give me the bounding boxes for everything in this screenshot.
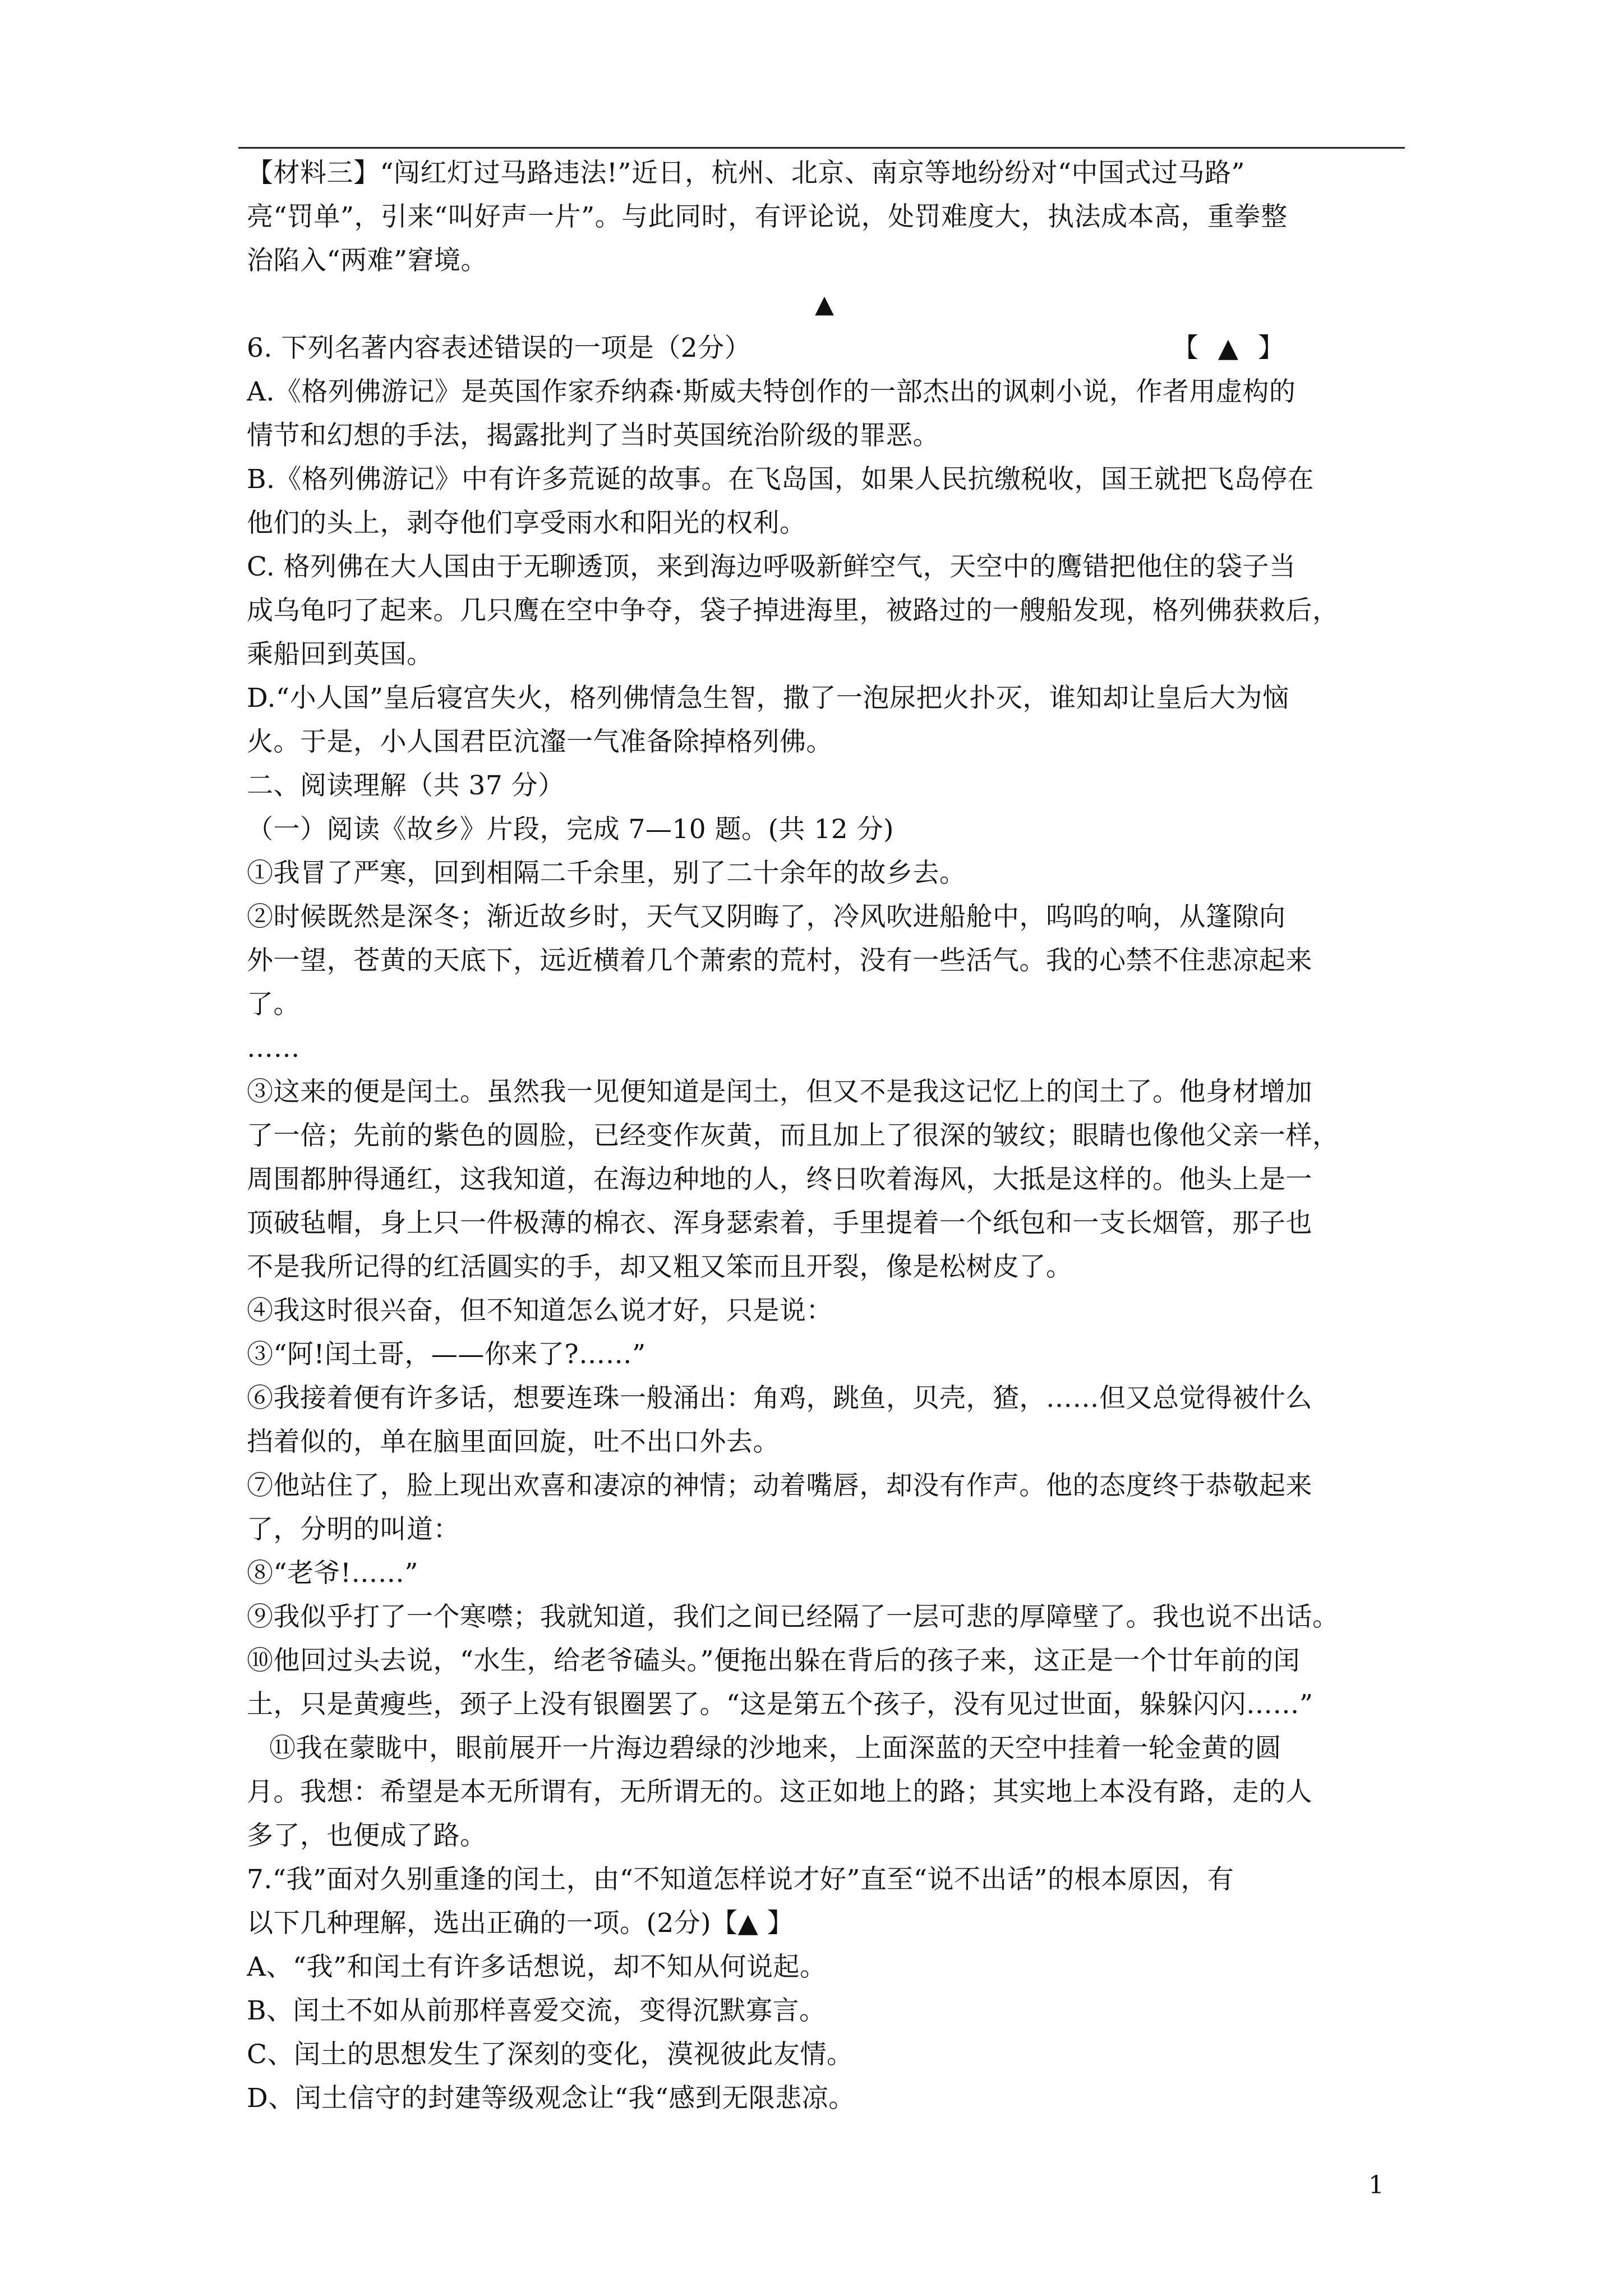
- passage-p1-line-1: ①我冒了严寒，回到相隔二千余里，别了二十余年的故乡去。: [247, 858, 966, 889]
- passage-p3-line-2: 了一倍；先前的紫色的圆脸，已经变作灰黄，而且加上了很深的皱纹；眼睛也像他父亲一样，: [247, 1120, 1339, 1151]
- q6-option-d-line-2: 火。于是，小人国君臣沆瀣一气准备除掉格列佛。: [247, 726, 833, 757]
- passage-p7-line-2: 了，分明的叫道：: [247, 1514, 460, 1545]
- material3-line-2: 亮“罚单”，引来“叫好声一片”。与此同时，有评论说，处罚难度大，执法成本高，重拳整: [247, 201, 1288, 232]
- q6-option-c-line-2: 成乌龟叼了起来。几只鹰在空中争夺，袋子掉进海里，被路过的一艘船发现，格列佛获救后，: [247, 595, 1339, 626]
- passage-p4-line-1: ④我这时很兴奋，但不知道怎么说才好，只是说：: [247, 1295, 833, 1326]
- passage-p2-line-1: ②时候既然是深冬；渐近故乡时，天气又阴晦了，冷风吹进船舱中，呜呜的响，从篷隙向: [247, 901, 1286, 932]
- q7-option-b: B、闰土不如从前那样喜爱交流，变得沉默寡言。: [247, 1995, 826, 2026]
- q6-option-a-line-1: A.《格列佛游记》是英国作家乔纳森·斯威夫特创作的一部杰出的讽刺小说，作者用虚构的: [247, 376, 1296, 407]
- passage-p3-line-1: ③这来的便是闰土。虽然我一见便知道是闰土，但又不是我这记忆上的闰土了。他身材增加: [247, 1076, 1312, 1107]
- header-rule: [238, 147, 1405, 149]
- passage-p10-line-1: ⑩他回过头去说，“水生，给老爷磕头。”便拖出躲在背后的孩子来，这正是一个廿年前的闰: [247, 1645, 1301, 1676]
- material3-line-1: 【材料三】“闯红灯过马路违法!”近日，杭州、北京、南京等地纷纷对“中国式过马路”: [247, 158, 1245, 188]
- material3-line-3: 治陷入“两难”窘境。: [247, 245, 488, 276]
- passage-p11-line-2: 月。我想：希望是本无所谓有，无所谓无的。这正如地上的路；其实地上本没有路，走的人: [247, 1777, 1312, 1807]
- section-heading: 二、阅读理解（共 37 分）: [247, 770, 565, 801]
- q6-option-b-line-2: 他们的头上，剥夺他们享受雨水和阳光的权利。: [247, 508, 806, 539]
- q7-option-c: C、闰土的思想发生了深刻的变化，漠视彼此友情。: [247, 2039, 854, 2070]
- passage-p9-line-1: ⑨我似乎打了一个寒噤；我就知道，我们之间已经隔了一层可悲的厚障壁了。我也说不出话。: [247, 1602, 1339, 1632]
- answer-triangle: ▲: [815, 290, 834, 319]
- passage-p3-line-4: 顶破毡帽，身上只一件极薄的棉衣、浑身瑟索着，手里提着一个纸包和一支长烟管，那子也: [247, 1208, 1312, 1239]
- passage-p11-line-1: ⑪我在蒙眬中，眼前展开一片海边碧绿的沙地来，上面深蓝的天空中挂着一轮金黄的圆: [269, 1733, 1281, 1764]
- passage-p3-line-3: 周围都肿得通红，这我知道，在海边种地的人，终日吹着海风，大抵是这样的。他头上是一: [247, 1164, 1312, 1195]
- question-6-answer-box: 【 ▲ 】: [1172, 333, 1290, 364]
- passage-p11-line-3: 多了，也便成了路。: [247, 1820, 487, 1851]
- passage-p2-line-3: 了。: [247, 989, 300, 1020]
- question-6-stem: [247, 326, 1402, 370]
- passage-p10-line-2: 土，只是黄瘦些，颈子上没有银圈罢了。“这是第五个孩子，没有见过世面，躲躲闪闪……”: [247, 1689, 1313, 1720]
- q7-option-a: A、“我”和闰土有许多话想说，却不知从何说起。: [247, 1952, 827, 1982]
- q6-option-a-line-2: 情节和幻想的手法，揭露批判了当时英国统治阶级的罪恶。: [247, 420, 939, 451]
- q6-option-c-line-3: 乘船回到英国。: [247, 639, 434, 670]
- passage-ellipsis: ……: [247, 1033, 300, 1064]
- section-sub-heading: （一）阅读《故乡》片段，完成 7—10 题。(共 12 分): [247, 814, 894, 845]
- question-7-stem-line-1: 7.“我”面对久别重逢的闰土，由“不知道怎样说才好”直至“说不出话”的根本原因，有: [247, 1864, 1234, 1895]
- q6-option-d-line-1: D.“小人国”皇后寝宫失火，格列佛情急生智，撒了一泡尿把火扑灭，谁知却让皇后大为恼: [247, 683, 1289, 714]
- passage-p2-line-2: 外一望，苍黄的天底下，远近横着几个萧索的荒村，没有一些活气。我的心禁不住悲凉起来: [247, 945, 1312, 976]
- question-7-stem-line-2: 以下几种理解，选出正确的一项。(2分)【▲ 】: [247, 1908, 794, 1939]
- passage-p5-line-1: ③“阿!闰土哥，——你来了?……”: [247, 1339, 646, 1370]
- q6-option-c-line-1: C. 格列佛在大人国由于无聊透顶，来到海边呼吸新鲜空气，天空中的鹰错把他住的袋子当: [247, 551, 1296, 582]
- passage-p3-line-5: 不是我所记得的红活圓实的手，却又粗又笨而且开裂，像是松树皮了。: [247, 1251, 1073, 1282]
- passage-p6-line-2: 挡着似的，单在脑里面回旋，吐不出口外去。: [247, 1427, 780, 1457]
- document-body: [247, 151, 1402, 2120]
- q6-option-b-line-1: B.《格列佛游记》中有许多荒诞的故事。在飞岛国，如果人民抗缴税收，国王就把飞岛停在: [247, 464, 1314, 495]
- page-number: 1: [1368, 2171, 1384, 2200]
- passage-p8-line-1: ⑧“老爷!……”: [247, 1558, 418, 1589]
- q7-option-d: D、闰土信守的封建等级观念让“我“感到无限悲凉。: [247, 2083, 855, 2114]
- passage-p6-line-1: ⑥我接着便有许多话，想要连珠一般涌出：角鸡，跳鱼，贝壳，猹，……但又总觉得被什么: [247, 1383, 1312, 1414]
- question-6-text: 6. 下列名著内容表述错误的一项是（2分）: [247, 333, 751, 364]
- passage-p7-line-1: ⑦他站住了，脸上现出欢喜和凄凉的神情；动着嘴唇，却没有作声。他的态度终于恭敬起来: [247, 1470, 1312, 1501]
